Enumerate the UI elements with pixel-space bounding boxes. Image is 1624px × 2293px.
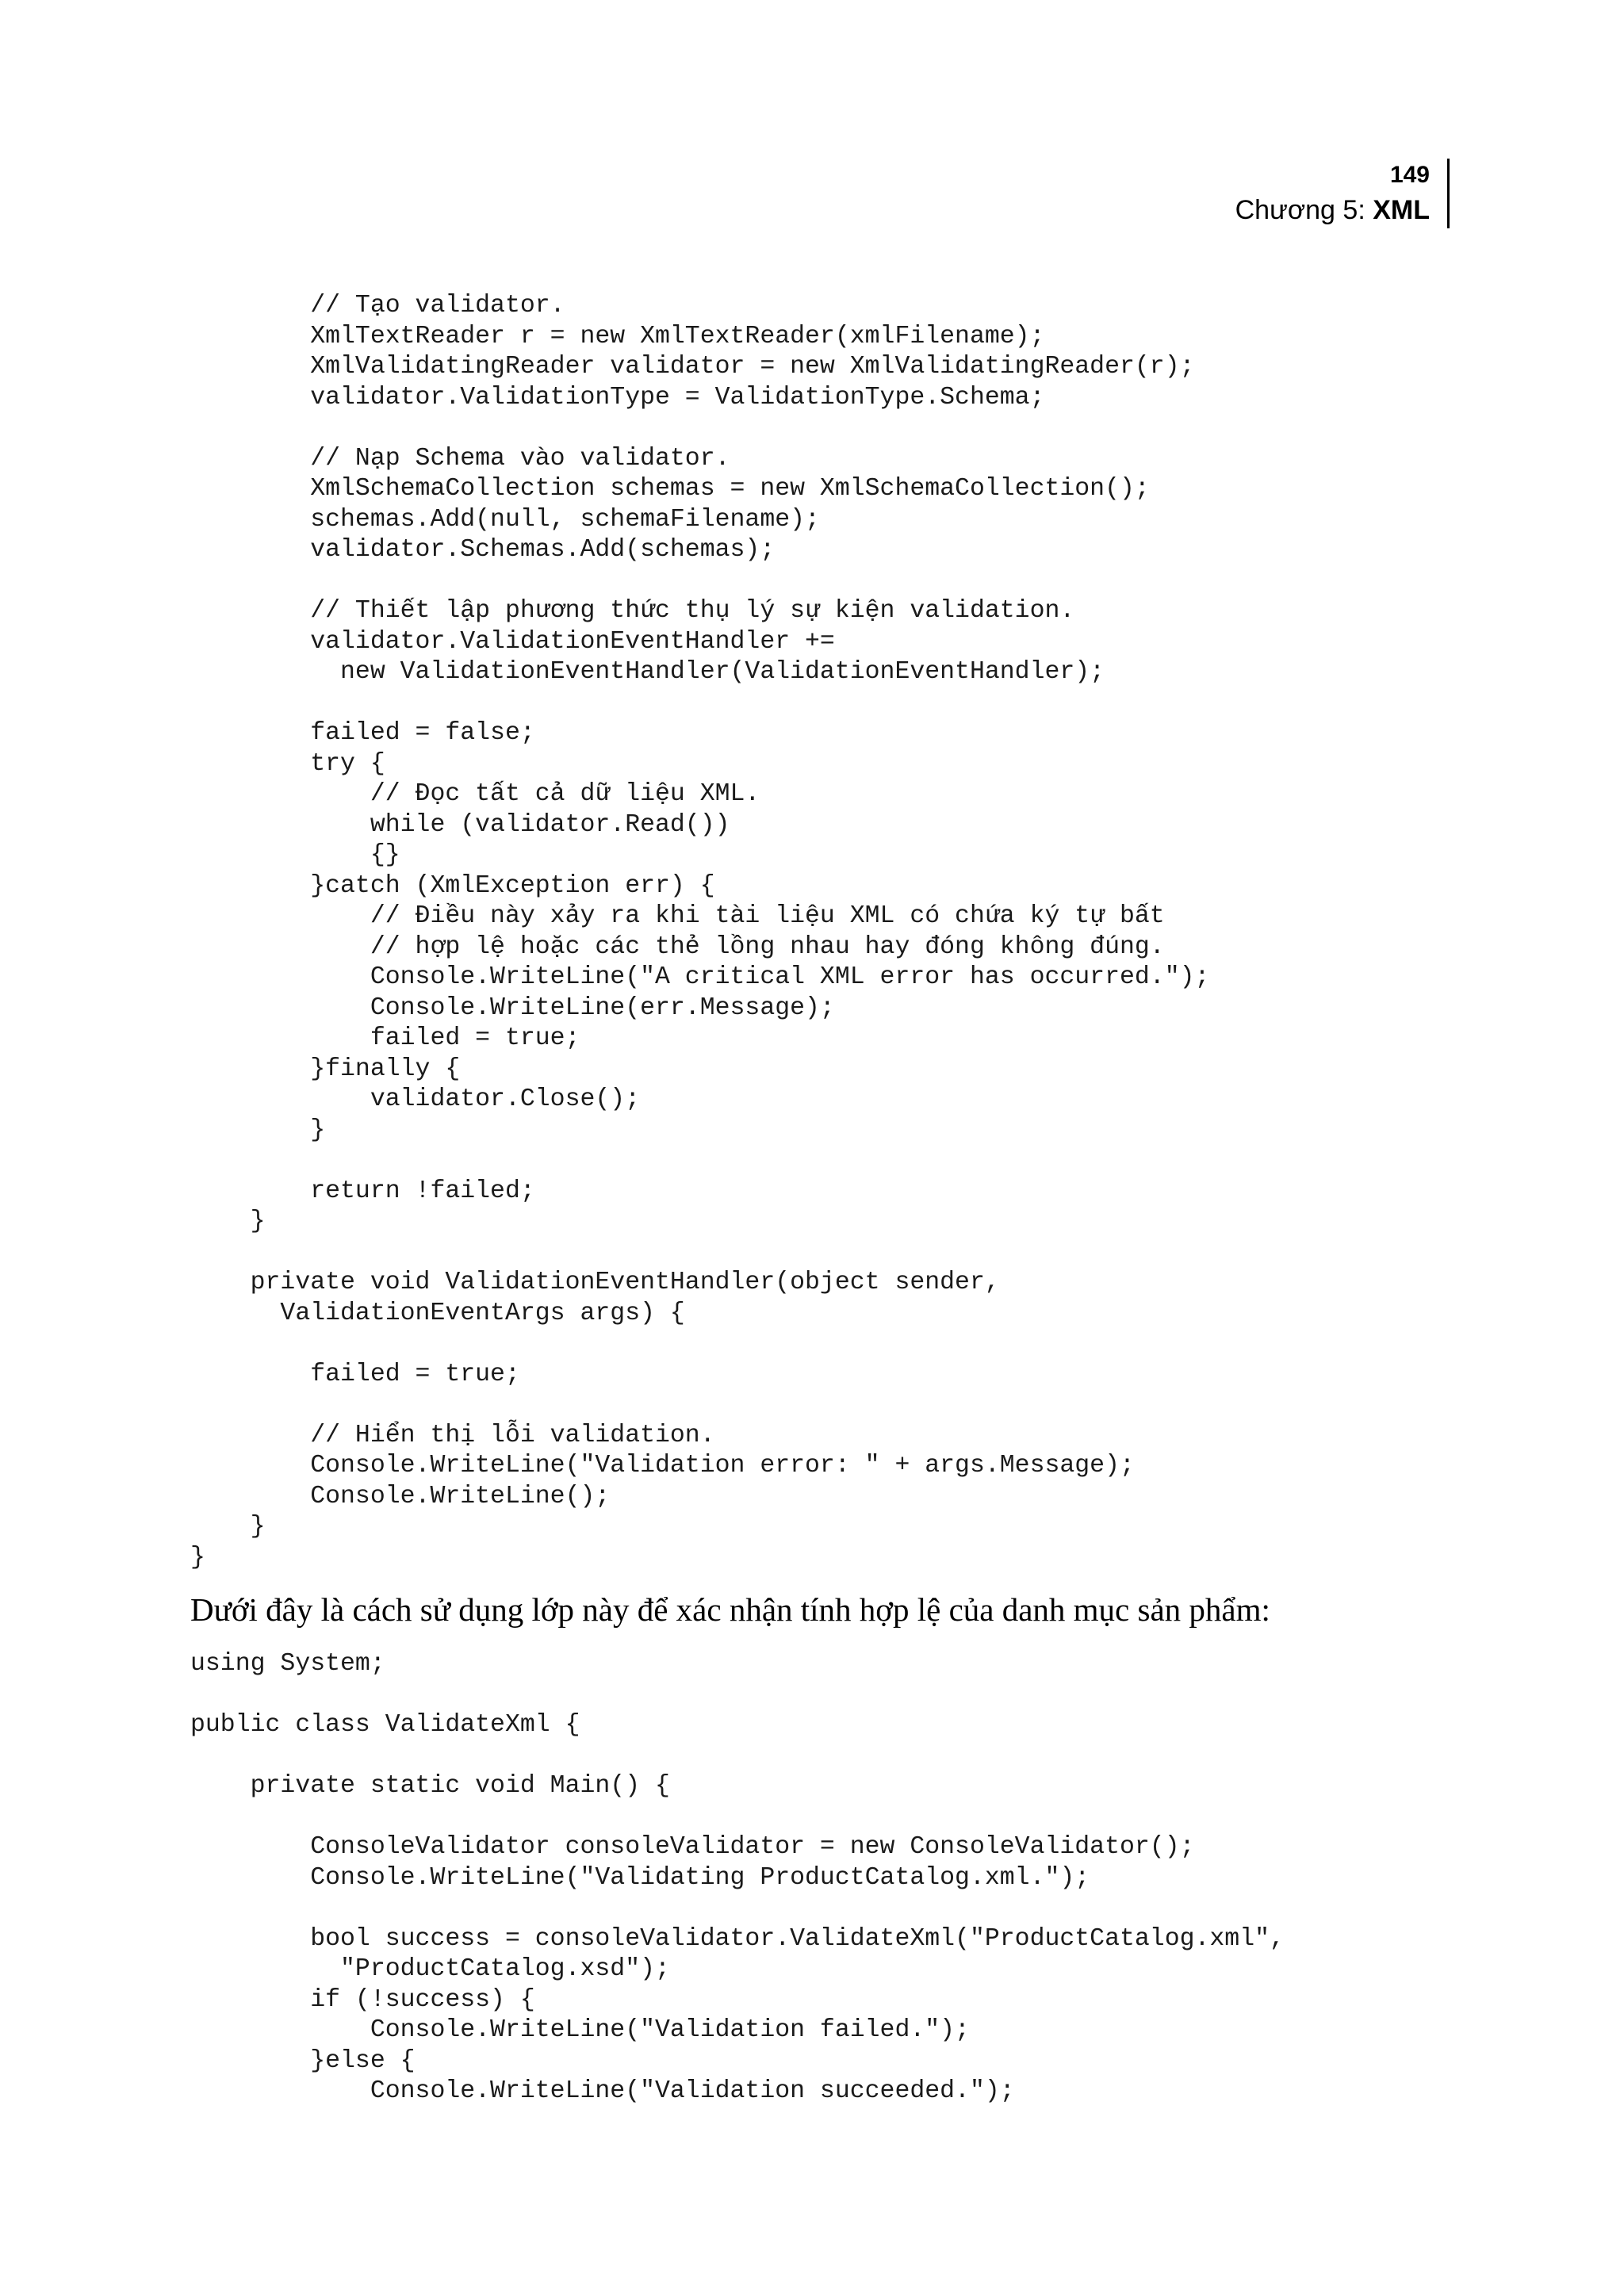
code-line: return !failed; [190, 1177, 535, 1205]
code-line: private void ValidationEventHandler(object sender, [190, 1269, 1000, 1296]
code-line: Console.WriteLine("Validating ProductCatalog.xml."); [190, 1863, 1090, 1892]
code-line: private static void Main() { [190, 1772, 670, 1800]
code-line: while (validator.Read()) [190, 810, 730, 839]
code-line: "ProductCatalog.xsd"); [190, 1955, 670, 1983]
code-line [190, 567, 251, 595]
code-line: // Tạo validator. [190, 292, 565, 320]
chapter-name: XML [1373, 195, 1430, 225]
running-header [1235, 159, 1450, 228]
code-line: validator.Close(); [190, 1085, 641, 1113]
code-line [190, 689, 251, 717]
chapter-prefix: Chương 5: [1235, 195, 1373, 225]
code-line: ValidationEventArgs args) { [190, 1299, 685, 1327]
code-line: } [190, 1513, 266, 1541]
code-line [190, 1330, 251, 1357]
code-line: validator.ValidationType = ValidationType.Schema; [190, 383, 1045, 412]
code-line: Console.WriteLine(); [190, 1482, 611, 1510]
code-line: validator.ValidationEventHandler += [190, 627, 835, 656]
body-paragraph: Dưới đây là cách sử dụng lớp này để xác nhận tính hợp lệ của danh mục sản phẩm: [190, 1591, 1270, 1628]
code-line: failed = true; [190, 1024, 580, 1052]
code-line: } [190, 1116, 326, 1144]
code-line: validator.Schemas.Add(schemas); [190, 536, 776, 564]
code-line: // Đọc tất cả dữ liệu XML. [190, 780, 760, 808]
code-line: Console.WriteLine("Validation succeeded."); [190, 2077, 1015, 2105]
code-line: Console.WriteLine("A critical XML error has occurred."); [190, 963, 1210, 991]
code-line: bool success = consoleValidator.ValidateXml("ProductCatalog.xml", [190, 1924, 1285, 1953]
chapter-title [1235, 192, 1430, 228]
code-line: schemas.Add(null, schemaFilename); [190, 505, 820, 534]
code-line: }catch (XmlException err) { [190, 871, 715, 900]
code-line: failed = true; [190, 1360, 520, 1388]
code-line [190, 1391, 251, 1418]
code-block-main [190, 1649, 1285, 2107]
code-line: XmlSchemaCollection schemas = new XmlSchemaCollection(); [190, 475, 1150, 503]
code-line: {} [190, 841, 400, 869]
code-line: } [190, 1208, 266, 1235]
page-number: 149 [1389, 162, 1430, 188]
code-block-validator [190, 291, 1209, 1573]
code-line: // Hiển thị lỗi validation. [190, 1421, 715, 1449]
code-line: }else { [190, 2046, 416, 2075]
code-line: }finally { [190, 1055, 461, 1083]
code-line: try { [190, 749, 385, 778]
code-line: } [190, 1543, 205, 1571]
code-line: XmlTextReader r = new XmlTextReader(xmlFilename); [190, 322, 1045, 350]
code-line: new ValidationEventHandler(ValidationEventHandler); [190, 658, 1105, 686]
code-line [190, 414, 251, 442]
code-line: ConsoleValidator consoleValidator = new ConsoleValidator(); [190, 1833, 1195, 1861]
code-line: Console.WriteLine("Validation error: " + args.Message); [190, 1452, 1135, 1480]
code-line [190, 1146, 251, 1174]
code-line: // hợp lệ hoặc các thẻ lồng nhau hay đóng không đúng. [190, 932, 1165, 961]
code-line: // Điều này xảy ra khi tài liệu XML có chứa ký tự bất [190, 902, 1165, 930]
code-line: Console.WriteLine(err.Message); [190, 993, 835, 1022]
code-line: XmlValidatingReader validator = new XmlValidatingReader(r); [190, 353, 1195, 381]
code-line [190, 1238, 251, 1266]
code-line: // Thiết lập phương thức thụ lý sự kiện validation. [190, 597, 1075, 625]
code-line: // Nạp Schema vào validator. [190, 444, 730, 473]
code-line: Console.WriteLine("Validation failed."); [190, 2016, 970, 2044]
code-line: public class ValidateXml { [190, 1711, 580, 1739]
code-line: if (!success) { [190, 1985, 535, 2014]
code-line: failed = false; [190, 719, 535, 747]
code-line: using System; [190, 1650, 385, 1678]
